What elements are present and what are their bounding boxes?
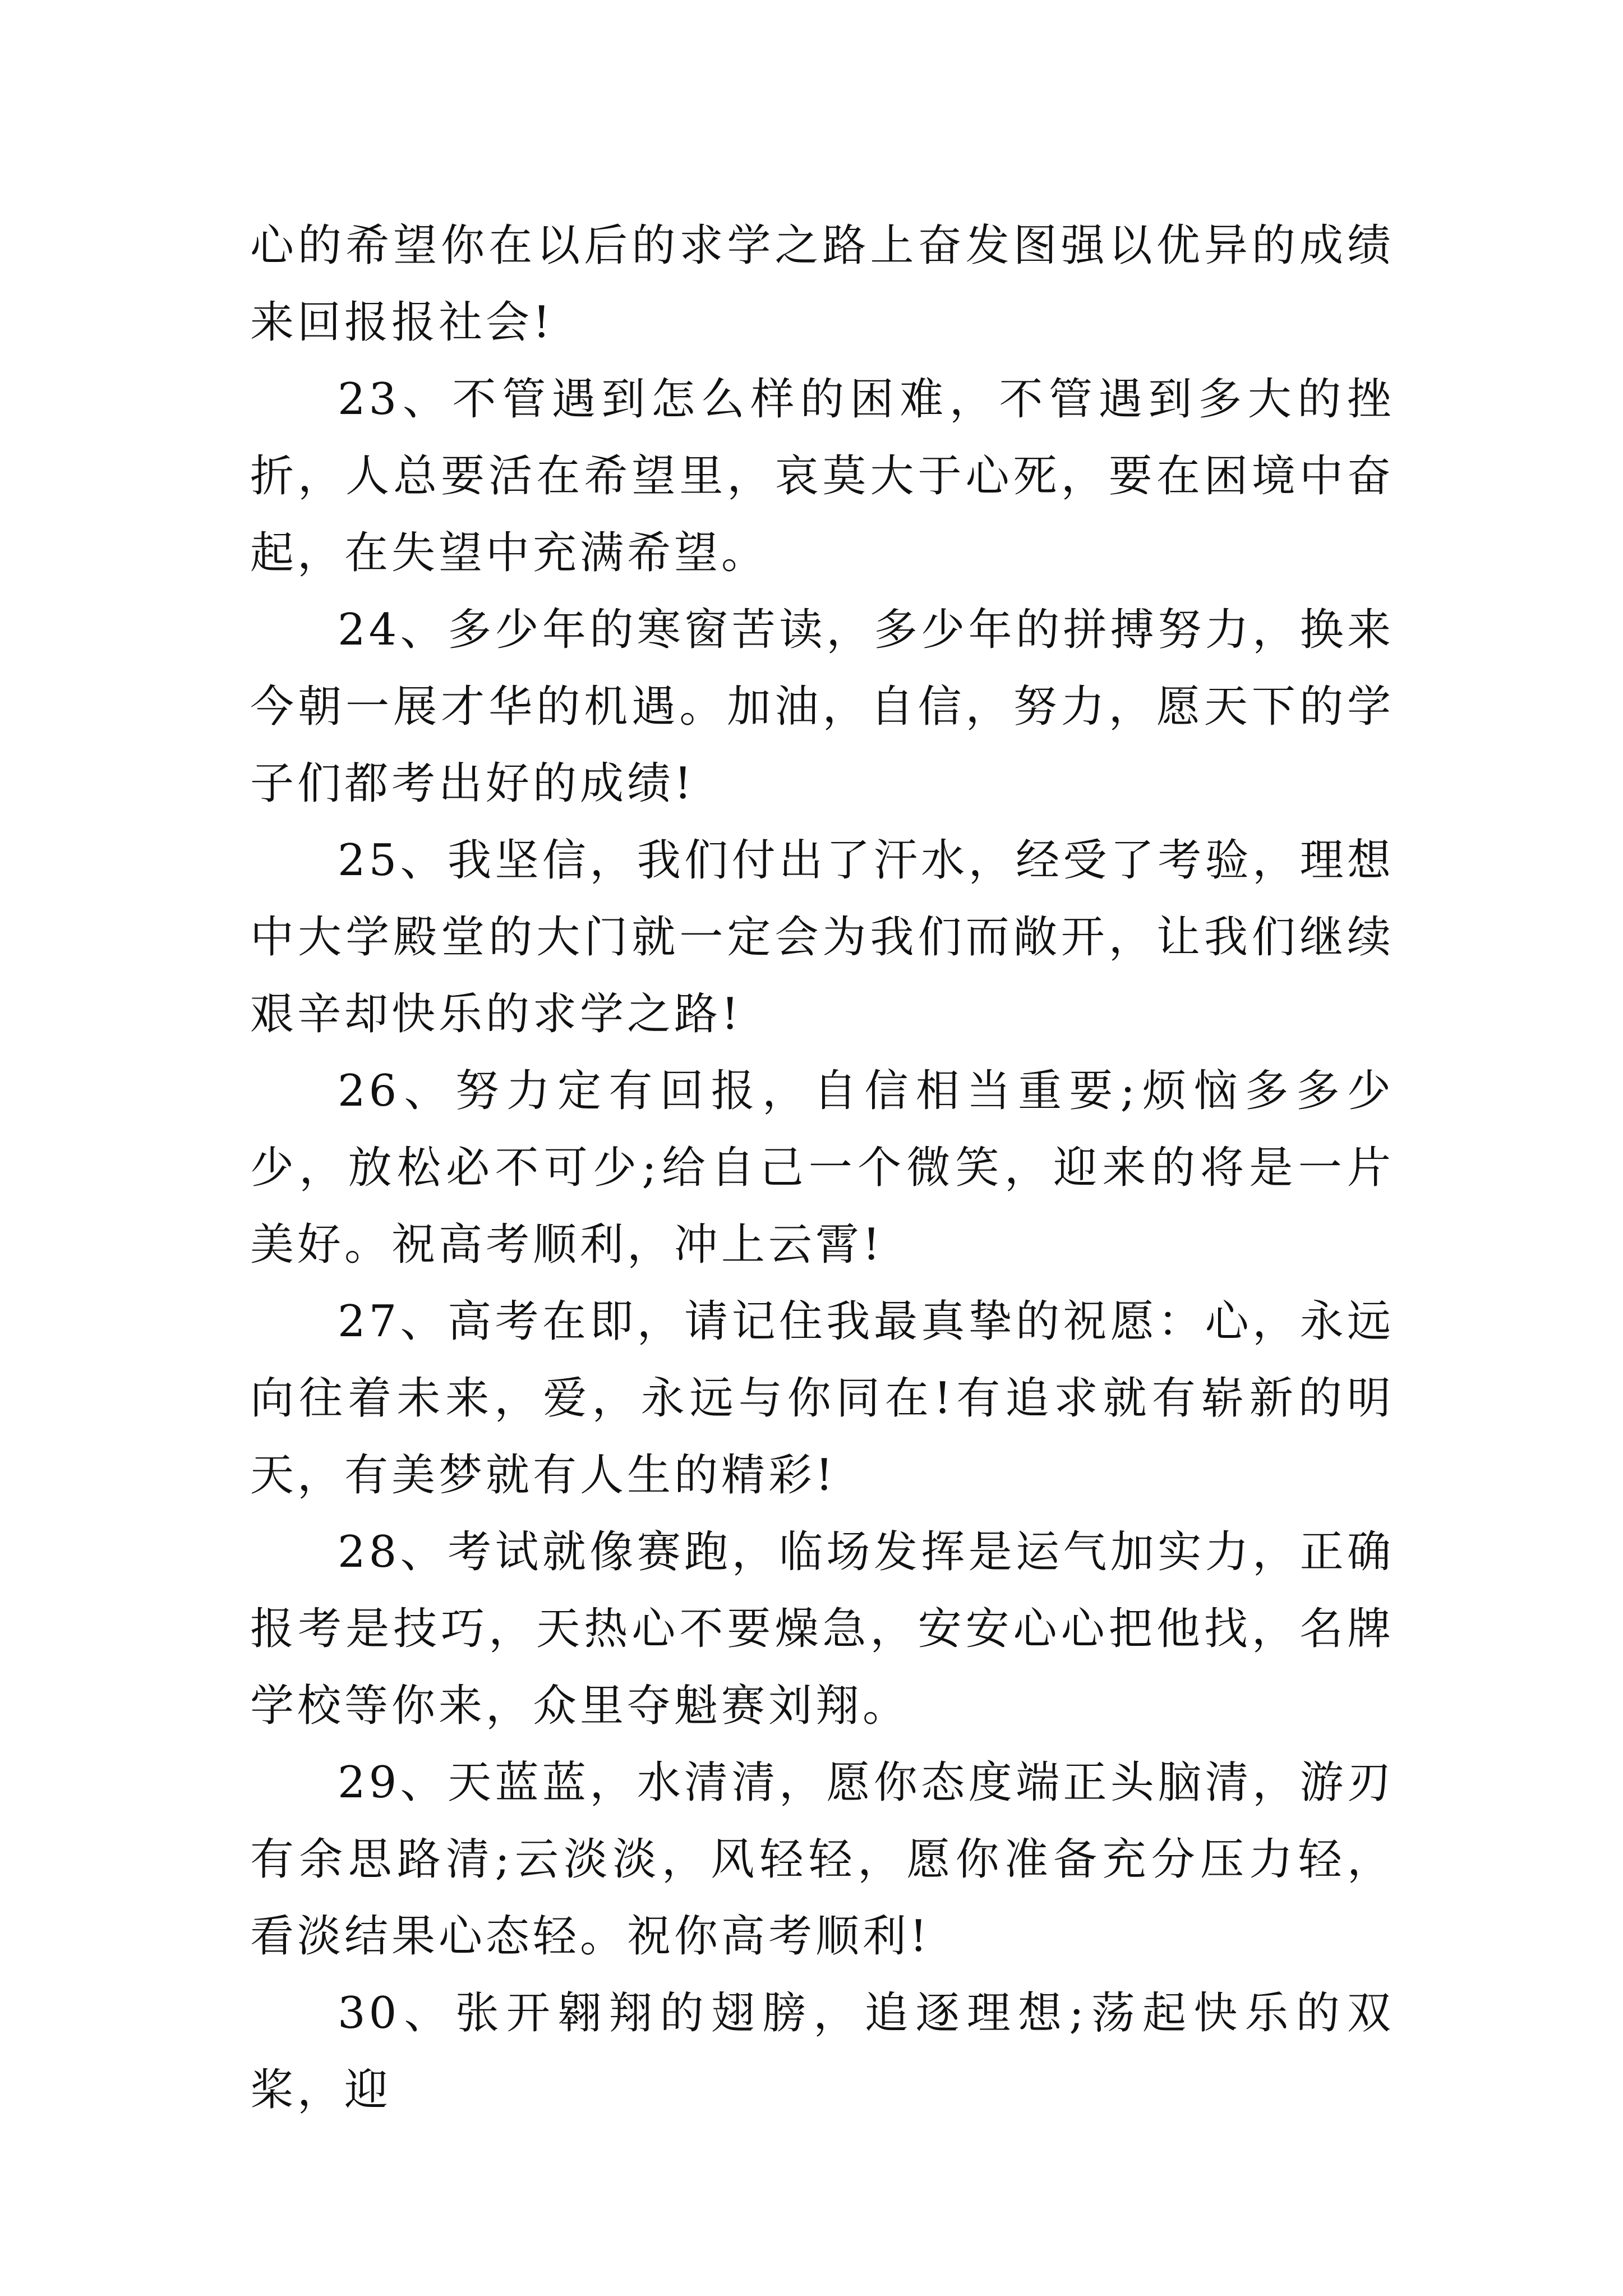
paragraph-28: 28、考试就像赛跑，临场发挥是运气加实力，正确报考是技巧，天热心不要燥急，安安心心把他找，名牌学校等你来，众里夺魁赛刘翔。 <box>250 1527 1394 1731</box>
paragraph-23: 23、不管遇到怎么样的困难，不管遇到多大的挫折，人总要活在希望里，哀莫大于心死，要在困境中奋起，在失望中充满希望。 <box>250 374 1394 578</box>
paragraph-26: 26、努力定有回报，自信相当重要;烦恼多多少少，放松必不可少;给自己一个微笑，迎来的将是一片美好。祝高考顺利，冲上云霄! <box>250 1066 1394 1270</box>
paragraph-30: 30、张开翱翔的翅膀，追逐理想;荡起快乐的双桨，迎 <box>250 1988 1394 2115</box>
paragraph-24: 24、多少年的寒窗苦读，多少年的拼搏努力，换来今朝一展才华的机遇。加油，自信，努力，愿天下的学子们都考出好的成绩! <box>250 605 1394 809</box>
document-body <box>250 208 1394 2129</box>
paragraph-27: 27、高考在即，请记住我最真挚的祝愿：心，永远向往着未来，爱，永远与你同在!有追求就有崭新的明天，有美梦就有人生的精彩! <box>250 1296 1394 1501</box>
paragraph-25: 25、我坚信，我们付出了汗水，经受了考验，理想中大学殿堂的大门就一定会为我们而敞开，让我们继续艰辛却快乐的求学之路! <box>250 835 1394 1039</box>
paragraph-29: 29、天蓝蓝，水清清，愿你态度端正头脑清，游刃有余思路清;云淡淡，风轻轻，愿你准备充分压力轻，看淡结果心态轻。祝你高考顺利! <box>250 1757 1394 1962</box>
paragraph-continuation: 心的希望你在以后的求学之路上奋发图强以优异的成绩来回报报社会! <box>250 220 1394 348</box>
